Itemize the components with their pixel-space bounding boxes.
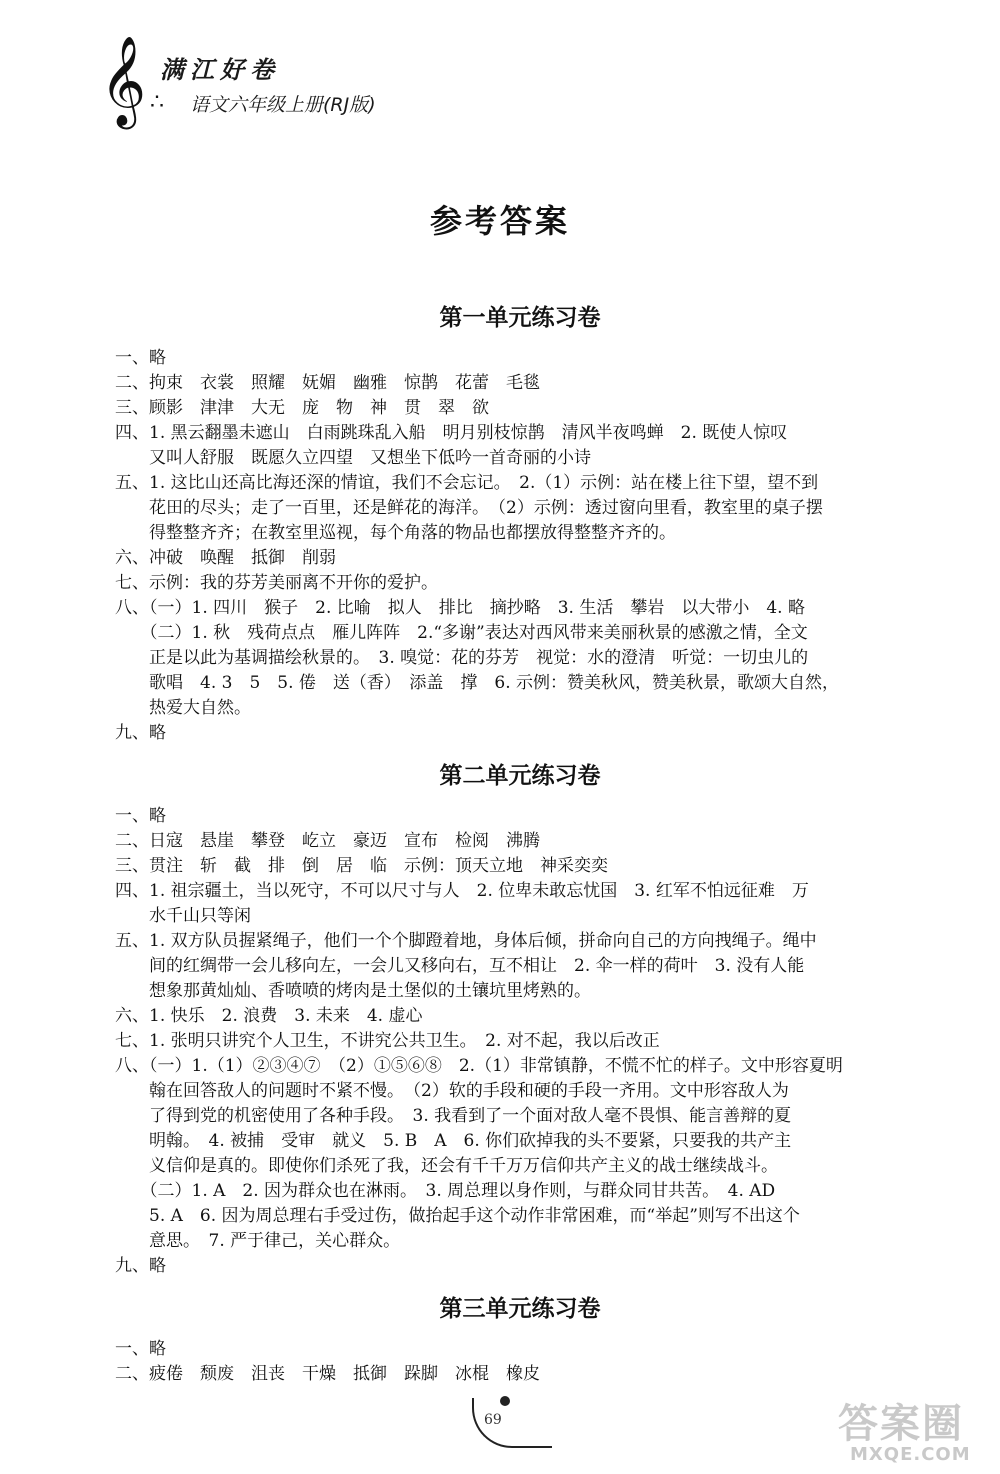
answer-line: 一、略: [115, 348, 166, 368]
answer-line: 正是以此为基调描绘秋景的。 3. 嗅觉：花的芬芳 视觉：水的澄清 听觉：一切虫儿的: [115, 648, 809, 668]
watermark-logo: 答案圈: [838, 1401, 964, 1447]
answer-line: 一、略: [115, 1339, 166, 1359]
answer-line: 八、（一）1.（1）②③④⑦ （2）①⑤⑥⑧ 2.（1）非常镇静，不慌不忙的样子。文中形容夏明: [115, 1056, 843, 1076]
page-number: 69: [484, 1412, 502, 1428]
answer-line: 四、1. 黑云翻墨未遮山 白雨跳珠乱入船 明月别枝惊鹊 清风半夜鸣蝉 2. 既使人惊叹: [115, 423, 788, 443]
section-title: 第三单元练习卷: [439, 1296, 601, 1322]
watermark: [838, 1392, 988, 1472]
answer-line: （二）1. A 2. 因为群众也在淋雨。 3. 周总理以身作则，与群众同甘共苦。 4. AD: [115, 1181, 776, 1201]
book-header: [100, 36, 420, 132]
answer-line: 三、贯注 斩 截 排 倒 居 临 示例：顶天立地 神采奕奕: [115, 856, 608, 876]
answer-line: 四、1. 祖宗疆土，当以死守，不可以尺寸与人 2. 位卑未敢忘忧国 3. 红军不怕远征难 万: [115, 881, 809, 901]
music-notes-icon: ∴: [150, 90, 164, 115]
treble-clef-icon: 𝄞: [100, 36, 147, 126]
answer-line: 翰在回答敌人的问题时不紧不慢。 （2）软的手段和硬的手段一齐用。文中形容敌人为: [115, 1081, 789, 1101]
book-subtitle: 语文六年级上册(RJ版): [190, 94, 376, 116]
answer-section: [115, 298, 925, 746]
answer-section: [115, 756, 925, 1279]
answer-section: [115, 1289, 925, 1387]
section-title: 第二单元练习卷: [439, 763, 601, 789]
answer-line: 热爱大自然。: [115, 698, 251, 718]
section-title: 第一单元练习卷: [439, 305, 601, 331]
answer-line: 明翰。 4. 被捕 受审 就义 5. B A 6. 你们砍掉我的头不要紧，只要我的共产主: [115, 1131, 792, 1151]
answer-line: 义信仰是真的。即使你们杀死了我，还会有千千万万信仰共产主义的战士继续战斗。: [115, 1156, 778, 1176]
answer-line: 意思。 7. 严于律己，关心群众。: [115, 1231, 401, 1251]
page-dot-icon: [500, 1396, 510, 1406]
answer-line: 六、1. 快乐 2. 浪费 3. 未来 4. 虚心: [115, 1006, 423, 1026]
answer-line: 一、略: [115, 806, 166, 826]
series-title: 满江好卷: [160, 56, 280, 84]
answer-line: 了得到党的机密使用了各种手段。 3. 我看到了一个面对敌人毫不畏惧、能言善辩的夏: [115, 1106, 792, 1126]
answer-line: 九、略: [115, 723, 166, 743]
answer-line: 六、冲破 唤醒 抵御 削弱: [115, 548, 336, 568]
answer-line: 水千山只等闲: [115, 906, 251, 926]
answer-line: 花田的尽头；走了一百里，还是鲜花的海洋。 （2）示例：透过窗向里看，教室里的桌子摆: [115, 498, 823, 518]
answer-line: 间的红绸带一会儿移向左，一会儿又移向右，互不相让 2. 伞一样的荷叶 3. 没有人能: [115, 956, 805, 976]
answer-line: 5. A 6. 因为周总理右手受过伤，做抬起手这个动作非常困难，而“举起”则写不出这个: [115, 1206, 800, 1226]
answer-line: 七、示例：我的芬芳美丽离不开你的爱护。: [115, 573, 438, 593]
answer-line: 五、1. 这比山还高比海还深的情谊，我们不会忘记。 2.（1）示例：站在楼上往下望，望不到: [115, 473, 819, 493]
answer-line: （二）1. 秋 残荷点点 雁儿阵阵 2.“多谢”表达对西风带来美丽秋景的感激之情，全文: [115, 623, 808, 643]
answer-line: 九、略: [115, 1256, 166, 1276]
answer-line: 五、1. 双方队员握紧绳子，他们一个个脚蹬着地，身体后倾，拼命向自己的方向拽绳子。绳中: [115, 931, 817, 951]
answer-line: 想象那黄灿灿、香喷喷的烤肉是土堡似的土镶坑里烤熟的。: [115, 981, 591, 1001]
answer-line: 八、（一）1. 四川 猴子 2. 比喻 拟人 排比 摘抄略 3. 生活 攀岩 以大带小 4. 略: [115, 598, 805, 618]
answer-line: 七、1. 张明只讲究个人卫生，不讲究公共卫生。 2. 对不起，我以后改正: [115, 1031, 660, 1051]
answer-line: 二、日寇 悬崖 攀登 屹立 豪迈 宣布 检阅 沸腾: [115, 831, 540, 851]
answer-line: 得整整齐齐；在教室里巡视，每个角落的物品也都摆放得整整齐齐的。: [115, 523, 676, 543]
answer-line: 二、拘束 衣裳 照耀 妩媚 幽雅 惊鹊 花蕾 毛毯: [115, 373, 540, 393]
page-title: 参考答案: [429, 202, 570, 240]
watermark-url: MXQE.COM: [850, 1444, 971, 1465]
answer-line: 又叫人舒服 既愿久立四望 又想坐下低吟一首奇丽的小诗: [115, 448, 591, 468]
answer-line: 歌唱 4. 3 5 5. 倦 送（香） 添盖 撑 6. 示例：赞美秋风，赞美秋景，歌颂大自然，: [115, 673, 840, 693]
answer-line: 三、顾影 津津 大无 庞 物 神 贯 翠 欲: [115, 398, 489, 418]
answer-content: [115, 298, 925, 1391]
answer-line: 二、疲倦 颓废 沮丧 干燥 抵御 跺脚 冰棍 橡皮: [115, 1364, 540, 1384]
